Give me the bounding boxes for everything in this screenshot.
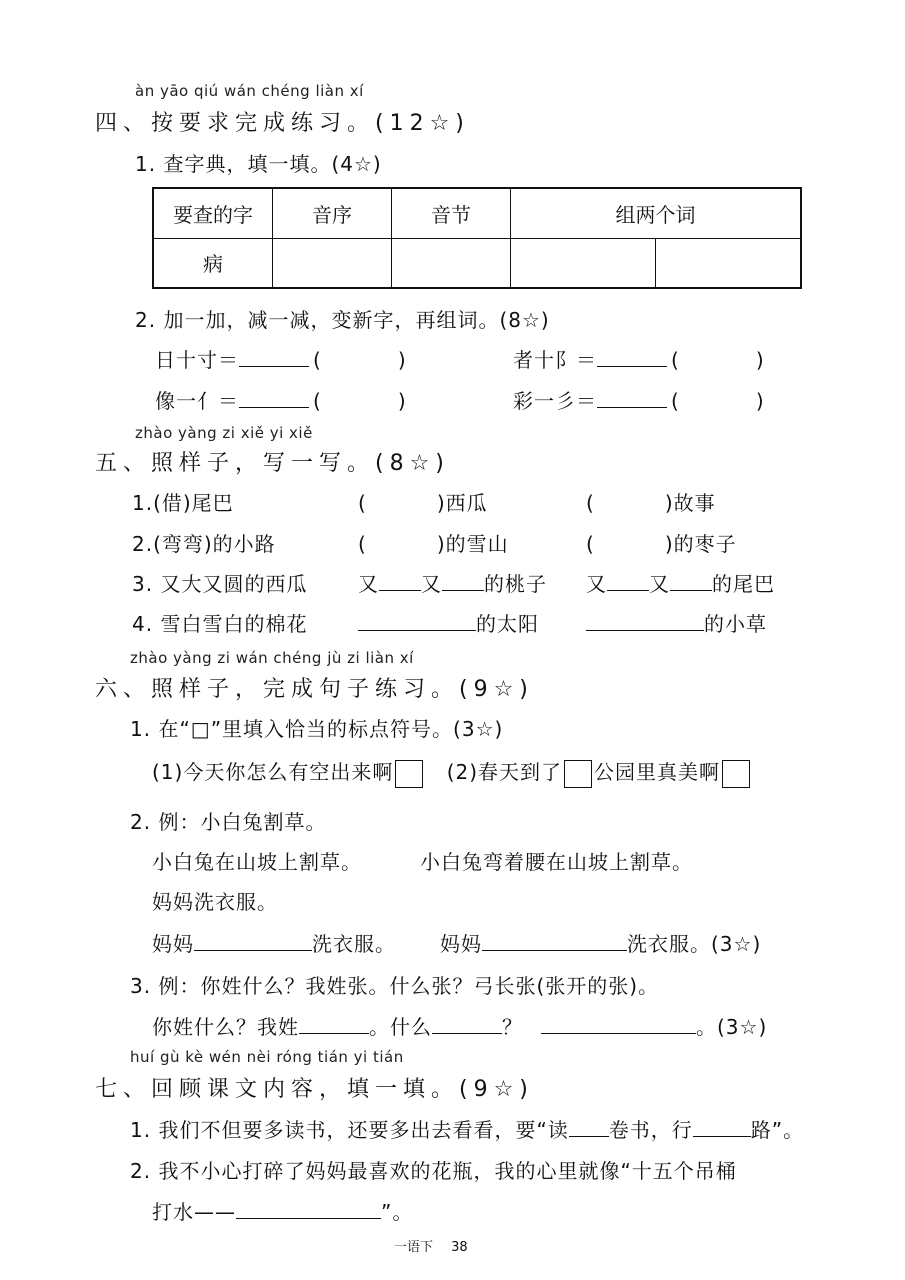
punct-box-2[interactable] bbox=[564, 760, 592, 788]
sec7-q1: 1. 我们不但要多读书，还要多出去看看，要“读 卷书，行 路”。 bbox=[130, 1118, 805, 1142]
add-sub-item-1: 日十寸＝ ( ) bbox=[155, 348, 407, 372]
dialogue-line: 你姓什么？我姓 。什么 ？ 。(3☆) bbox=[152, 1015, 768, 1039]
answer-blank[interactable] bbox=[607, 572, 649, 591]
cell-syllable-blank[interactable] bbox=[392, 238, 511, 288]
answer-blank[interactable] bbox=[194, 932, 312, 951]
header-syllable: 音节 bbox=[392, 188, 511, 238]
item-4-formula: 彩一彡＝ bbox=[513, 389, 597, 413]
answer-blank[interactable] bbox=[239, 348, 309, 367]
cell-initial-blank[interactable] bbox=[273, 238, 392, 288]
sec5-r3-b: 又 又 的桃子 bbox=[358, 572, 547, 596]
punct-box-1[interactable] bbox=[395, 760, 423, 788]
sec7-pinyin: huí gù kè wén nèi róng tián yi tián bbox=[130, 1048, 404, 1066]
sec5-pinyin: zhào yàng zi xiě yi xiě bbox=[135, 424, 313, 442]
sec4-pinyin: àn yāo qiú wán chéng liàn xí bbox=[135, 82, 364, 100]
sec4-title: 四、按要求完成练习。(12☆) bbox=[95, 111, 470, 136]
sec5-r3-c: 又 又 的尾巴 bbox=[586, 572, 775, 596]
answer-blank[interactable] bbox=[541, 1015, 696, 1034]
header-words: 组两个词 bbox=[511, 188, 802, 238]
expand-sentence-1: 妈妈 洗衣服。 bbox=[152, 932, 396, 956]
answer-blank[interactable] bbox=[379, 572, 421, 591]
prompt-sentence: 妈妈洗衣服。 bbox=[152, 890, 278, 914]
sec5-title: 五、照样子，写一写。(8☆) bbox=[95, 451, 450, 476]
answer-blank[interactable] bbox=[358, 612, 476, 631]
answer-blank[interactable] bbox=[597, 389, 667, 408]
add-sub-item-4: 彩一彡＝ ( ) bbox=[513, 389, 765, 413]
answer-blank[interactable] bbox=[569, 1118, 609, 1137]
answer-blank[interactable] bbox=[299, 1015, 369, 1034]
sec6-title: 六、照样子，完成句子练习。(9☆) bbox=[95, 677, 534, 702]
sec5-r1-b: ( )西瓜 bbox=[358, 491, 488, 515]
cell-char: 病 bbox=[153, 238, 273, 288]
page-footer bbox=[394, 1236, 468, 1255]
sentence-2: (2)春天到了 bbox=[446, 760, 563, 784]
answer-blank[interactable] bbox=[586, 612, 704, 631]
sec5-r1-a: 1.(借)尾巴 bbox=[132, 491, 234, 515]
sec7-q2-line1: 2. 我不小心打碎了妈妈最喜欢的花瓶，我的心里就像“十五个吊桶 bbox=[130, 1159, 737, 1183]
add-sub-item-2: 者十阝＝ ( ) bbox=[513, 348, 765, 372]
sec5-r3-a: 3. 又大又圆的西瓜 bbox=[132, 572, 308, 596]
sec7-q2-line2: 打水—— ”。 bbox=[152, 1200, 414, 1224]
answer-blank[interactable] bbox=[482, 932, 627, 951]
sec6-q3-title: 3. 例：你姓什么？我姓张。什么张？弓长张(张开的张)。 bbox=[130, 974, 660, 998]
punctuation-line bbox=[152, 756, 752, 788]
expand-sentence-2: 妈妈 洗衣服。(3☆) bbox=[440, 932, 762, 956]
table-header-row bbox=[153, 188, 801, 238]
cell-word1-blank[interactable] bbox=[511, 238, 656, 288]
sec6-q2-title: 2. 例：小白兔割草。 bbox=[130, 810, 327, 834]
sec5-r2-b: ( )的雪山 bbox=[358, 532, 509, 556]
item-1-formula: 日十寸＝ bbox=[155, 348, 239, 372]
page-number: 38 bbox=[451, 1240, 468, 1255]
sec5-r1-c: ( )故事 bbox=[586, 491, 716, 515]
book-label: 一语下 bbox=[394, 1240, 434, 1255]
header-initial: 音序 bbox=[273, 188, 392, 238]
sec6-pinyin: zhào yàng zi wán chéng jù zi liàn xí bbox=[130, 649, 414, 667]
answer-blank[interactable] bbox=[239, 389, 309, 408]
sec5-r4-a: 4. 雪白雪白的棉花 bbox=[132, 612, 308, 636]
dictionary-table bbox=[152, 187, 802, 289]
example-1: 小白兔在山坡上割草。 bbox=[152, 850, 362, 874]
table-row bbox=[153, 238, 801, 288]
sec4-q1-title: 1. 查字典，填一填。(4☆) bbox=[135, 152, 382, 176]
add-sub-item-3: 像一亻＝ ( ) bbox=[155, 389, 407, 413]
example-2: 小白兔弯着腰在山坡上割草。 bbox=[420, 850, 693, 874]
answer-blank[interactable] bbox=[693, 1118, 751, 1137]
sentence-1: (1)今天你怎么有空出来啊 bbox=[152, 760, 394, 784]
punct-box-3[interactable] bbox=[722, 760, 750, 788]
sec5-r4-b: 的太阳 bbox=[358, 608, 539, 637]
answer-blank[interactable] bbox=[442, 572, 484, 591]
answer-blank[interactable] bbox=[597, 348, 667, 367]
answer-blank[interactable] bbox=[432, 1015, 502, 1034]
sec6-q1-title: 1. 在“□”里填入恰当的标点符号。(3☆) bbox=[130, 717, 504, 741]
sentence-3: 公园里真美啊 bbox=[594, 760, 721, 784]
cell-word2-blank[interactable] bbox=[656, 238, 802, 288]
sec5-r4-c: 的小草 bbox=[586, 608, 767, 637]
item-3-formula: 像一亻＝ bbox=[155, 389, 239, 413]
sec7-title: 七、回顾课文内容，填一填。(9☆) bbox=[95, 1077, 534, 1102]
answer-blank[interactable] bbox=[236, 1200, 381, 1219]
sec5-r2-c: ( )的枣子 bbox=[586, 532, 737, 556]
sec5-r2-a: 2.(弯弯)的小路 bbox=[132, 532, 276, 556]
header-char: 要查的字 bbox=[153, 188, 273, 238]
sec4-q2-title: 2. 加一加，减一减，变新字，再组词。(8☆) bbox=[135, 308, 550, 332]
answer-blank[interactable] bbox=[670, 572, 712, 591]
item-2-formula: 者十阝＝ bbox=[513, 348, 597, 372]
